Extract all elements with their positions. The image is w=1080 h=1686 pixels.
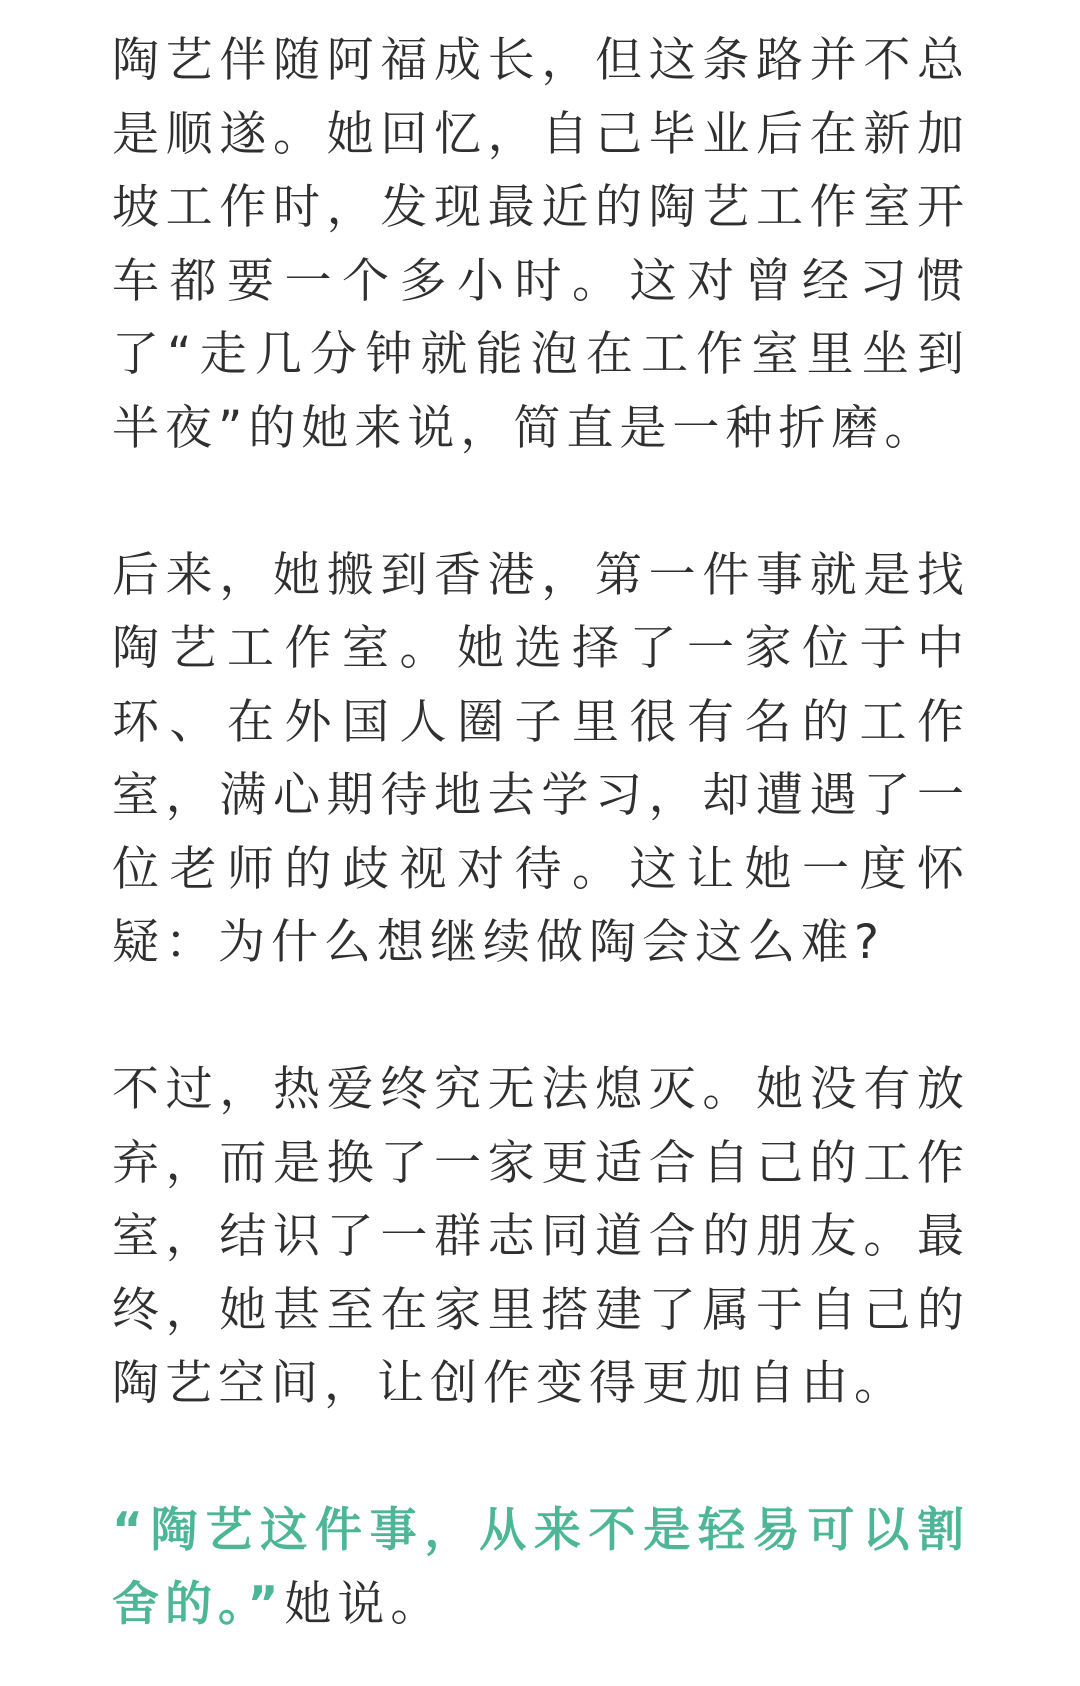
paragraph-1: 陶艺伴随阿福成长，但这条路并不总是顺遂。她回忆，自己毕业后在新加坡工作时，发现最近的陶艺工作室开车都要一个多小时。这对曾经习惯了“走几分钟就能泡在工作室里坐到半夜”的她来说，简直是一种折磨。 (112, 33, 970, 456)
paragraph-2: 后来，她搬到香港，第一件事就是找陶艺工作室。她选择了一家位于中环、在外国人圈子里很有名的工作室，满心期待地去学习，却遭遇了一位老师的歧视对待。这让她一度怀疑：为什么想继续做陶会这么难? (112, 547, 970, 970)
quote-text: “陶艺这件事，从来不是轻易可以割舍的。” (112, 1503, 970, 1632)
quote-attribution: 她说。 (284, 1576, 444, 1632)
paragraph-3: 不过，热爱终究无法熄灭。她没有放弃，而是换了一家更适合自己的工作室，结识了一群志同道合的朋友。最终，她甚至在家里搭建了属于自己的陶艺空间，让创作变得更加自由。 (112, 1062, 970, 1411)
pull-quote (112, 1494, 970, 1641)
article-body (112, 24, 970, 1641)
